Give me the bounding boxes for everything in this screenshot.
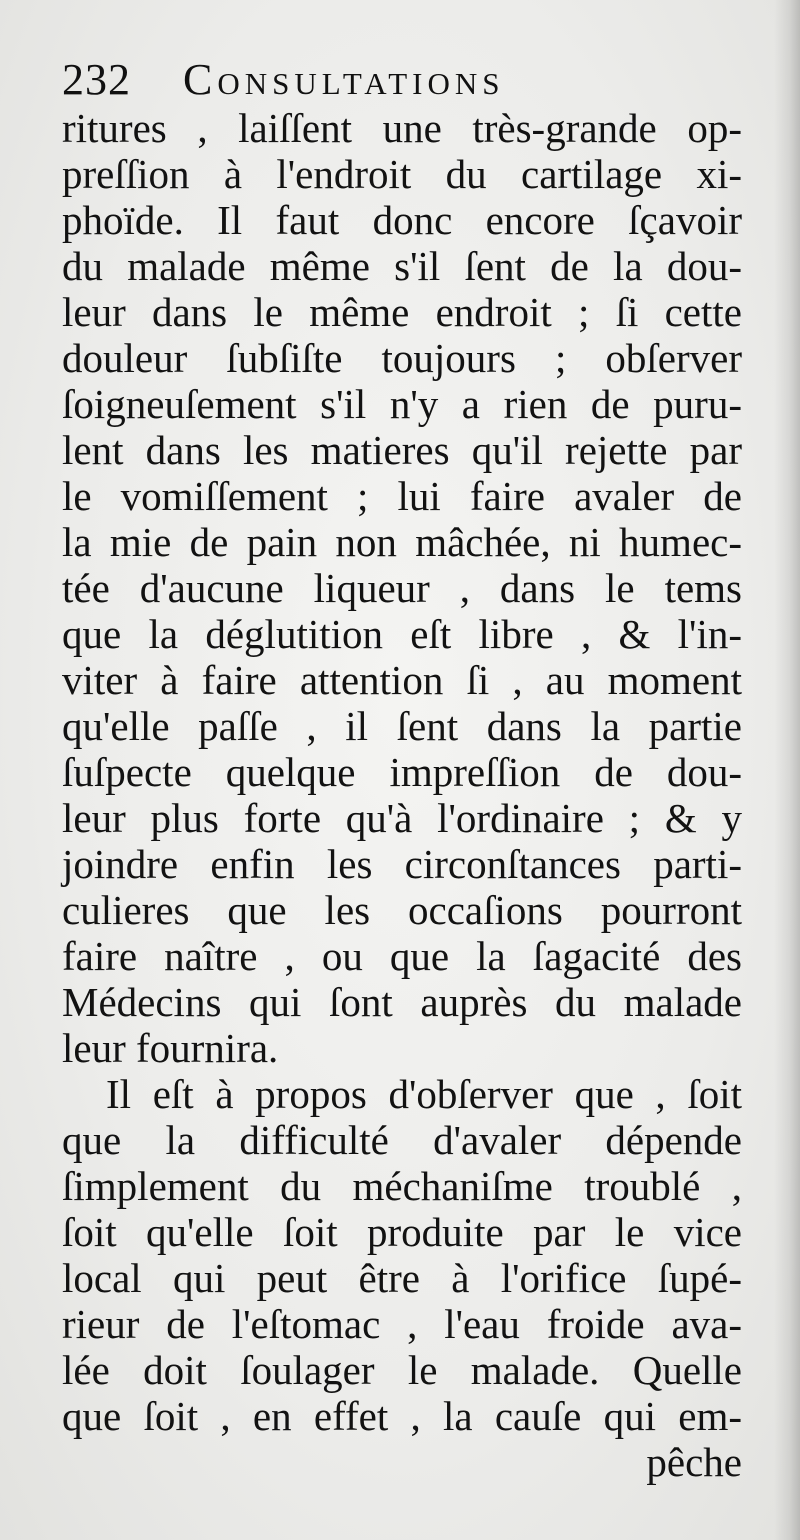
text-line: que ſoit , en effet , la cauſe qui em- [62,1393,742,1439]
page-header [62,50,722,110]
text-line: que la déglutition eſt libre , & l'in- [62,611,742,657]
text-line: lent dans les matieres qu'il rejette par [62,427,742,473]
running-title: Consultations [183,55,505,104]
text-line: que la difficulté d'avaler dépende [62,1117,742,1163]
text-line: preſſion à l'endroit du cartilage xi- [62,151,742,197]
text-line: ſoigneuſement s'il n'y a rien de puru- [62,381,742,427]
text-line: lée doit ſoulager le malade. Quelle [62,1347,742,1393]
text-line: rieur de l'eſtomac , l'eau froide ava- [62,1301,742,1347]
text-line: leur dans le même endroit ; ſi cette [62,289,742,335]
text-line: leur plus forte qu'à l'ordinaire ; & y [62,795,742,841]
text-line: Médecins qui ſont auprès du malade [62,979,742,1025]
text-line: douleur ſubſiſte toujours ; obſerver [62,335,742,381]
text-line: local qui peut être à l'orifice ſupé- [62,1255,742,1301]
text-line: phoïde. Il faut donc encore ſçavoir [62,197,742,243]
text-line: joindre enfin les circonſtances parti- [62,841,742,887]
text-line: la mie de pain non mâchée, ni humec- [62,519,742,565]
text-line: ritures , laiſſent une très-grande op- [62,105,742,151]
text-line: ſoit qu'elle ſoit produite par le vice [62,1209,742,1255]
catchword: pêche [646,1439,742,1485]
text-line: du malade même s'il ſent de la dou- [62,243,742,289]
text-line: le vomiſſement ; lui faire avaler de [62,473,742,519]
text-line: culieres que les occaſions pourront [62,887,742,933]
text-line: qu'elle paſſe , il ſent dans la partie [62,703,742,749]
body-text [62,105,742,1485]
page-edge-shadow [774,0,800,1540]
paragraph-end-line: leur fournira. [62,1025,279,1071]
paragraph-start-line: Il eſt à propos d'obſerver que , ſoit [106,1071,742,1117]
text-line: viter à faire attention ſi , au moment [62,657,742,703]
text-line: ſimplement du méchaniſme troublé , [62,1163,742,1209]
text-line: ſuſpecte quelque impreſſion de dou- [62,749,742,795]
text-line: tée d'aucune liqueur , dans le tems [62,565,742,611]
page-number: 232 [62,55,131,104]
text-line: faire naître , ou que la ſagacité des [62,933,742,979]
